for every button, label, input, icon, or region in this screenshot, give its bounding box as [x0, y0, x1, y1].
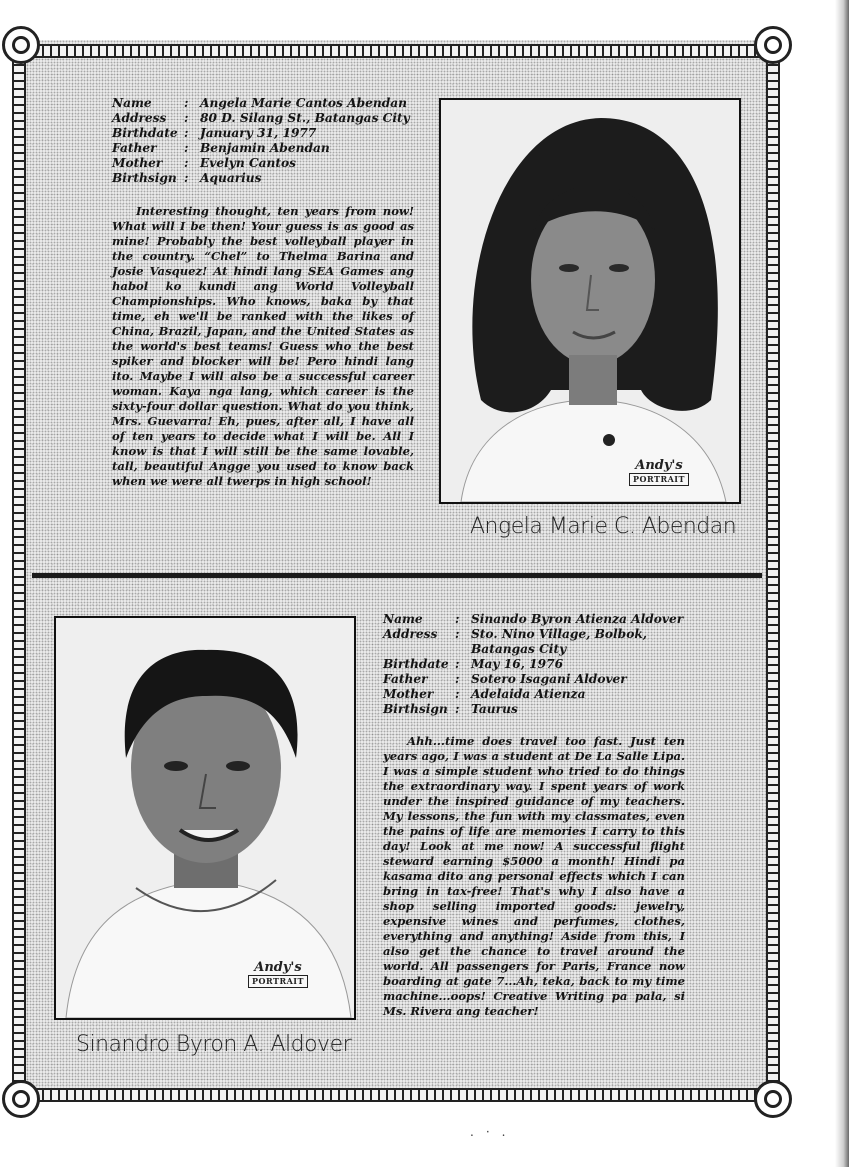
- info-row: Name : Angela Marie Cantos Abendan: [112, 96, 410, 111]
- page-edge-shadow: [835, 0, 849, 1167]
- rope-border-top: [30, 44, 760, 58]
- scan-marks: .‧.: [470, 1125, 518, 1139]
- info-value: Batangas City: [471, 642, 567, 656]
- info-label: Address: [383, 627, 438, 641]
- rope-corner-top-right: [754, 26, 792, 64]
- info-value: May 16, 1976: [471, 657, 564, 671]
- watermark-sub: PORTRAIT: [248, 975, 308, 988]
- student2-info-table: [383, 612, 683, 717]
- info-row: [383, 642, 683, 657]
- info-label: Father: [383, 672, 428, 686]
- student2-essay: Ahh...time does travel too fast. Just ten years ago, I was a student at De La Salle Lipa. I was a simple student who tried to do things the extraordinary way. I spent years of work under the inspired guidance of my teachers. My lessons, the fun with my classmates, even the pains of life are memories I carry to this day! Look at me now! A successful flight steward earning $5000 a month! Hindi pa kasama dito ang personal effects which I can bring in tax-free! That's why I also have a shop selling imported goods: jewelry, expensive wines and perfumes, clothes, everything and anything! Aside from this, I also get the chance to travel around the world. All passengers for Paris, France now boarding at gate 7...Ah, teka, back to my time machine...oops! Creative Writing pa pala, si Ms. Rivera ang teacher!: [383, 734, 685, 1018]
- info-row: Name : Sinando Byron Atienza Aldover: [383, 612, 684, 626]
- watermark-brand: Andy's: [254, 960, 302, 975]
- info-label: Mother: [112, 156, 163, 170]
- studio-watermark: [629, 460, 689, 486]
- info-row: Birthdate : May 16, 1976: [383, 657, 683, 672]
- info-label: Name: [383, 612, 423, 626]
- info-row: Birthdate : January 31, 1977: [112, 126, 410, 141]
- rope-corner-bottom-right: [754, 1080, 792, 1118]
- info-label: Birthsign: [383, 702, 448, 716]
- info-label: Name: [112, 96, 152, 110]
- info-label: Address: [112, 111, 167, 125]
- info-row: Address : Sto. Nino Village, Bolbok,: [383, 627, 683, 642]
- info-label: [383, 642, 455, 657]
- section-divider: [32, 573, 762, 578]
- student1-info-table: [112, 96, 410, 186]
- info-value: Benjamin Abendan: [200, 141, 330, 155]
- student2-portrait-photo: [54, 616, 356, 1020]
- info-label: Birthdate: [383, 657, 449, 671]
- info-label: Birthdate: [112, 126, 178, 140]
- student2-signature: Sinandro Byron A. Aldover: [76, 1032, 352, 1057]
- student1-signature: Angela Marie C. Abendan: [470, 514, 737, 539]
- info-row: Birthsign : Aquarius: [112, 171, 410, 186]
- info-label: Father: [112, 141, 157, 155]
- info-row: Mother : Evelyn Cantos: [112, 156, 410, 171]
- info-row: Address : 80 D. Silang St., Batangas City: [112, 111, 410, 125]
- watermark-sub: PORTRAIT: [629, 473, 689, 486]
- info-value: Aquarius: [200, 171, 262, 185]
- student1-portrait-photo: [439, 98, 741, 504]
- student1-portrait-image: [441, 100, 739, 502]
- info-value: Angela Marie Cantos Abendan: [200, 96, 407, 110]
- info-row: Mother : Adelaida Atienza: [383, 687, 683, 702]
- student2-portrait-image: [56, 618, 354, 1018]
- info-label: Mother: [383, 687, 434, 701]
- info-value: Evelyn Cantos: [200, 156, 297, 170]
- rope-border-right: [766, 60, 780, 1090]
- rope-corner-bottom-left: [2, 1080, 40, 1118]
- info-value: January 31, 1977: [200, 126, 317, 140]
- info-value: Sto. Nino Village, Bolbok,: [471, 627, 648, 641]
- rope-corner-top-left: [2, 26, 40, 64]
- info-value: Taurus: [471, 702, 518, 716]
- info-row: Father : Benjamin Abendan: [112, 141, 410, 156]
- info-value: Sinando Byron Atienza Aldover: [471, 612, 684, 626]
- rope-border-left: [12, 60, 26, 1090]
- info-label: Birthsign: [112, 171, 177, 185]
- rope-border-bottom: [30, 1088, 760, 1102]
- info-value: Adelaida Atienza: [471, 687, 586, 701]
- studio-watermark: [248, 962, 308, 988]
- info-value: Sotero Isagani Aldover: [471, 672, 627, 686]
- student1-essay: Interesting thought, ten years from now! What will I be then! Your guess is as good as mine! Probably the best volleyball player in the country. “Chel” to Thelma Barina and Josie Vasquez! At hindi lang SEA Games ang habol ko kundi ang World Volleyball Championships. Who knows, baka by that time, eh we'll be ranked with the likes of China, Brazil, Japan, and the United States as the world's best teams! Guess who the best spiker and blocker will be! Pero hindi lang ito. Maybe I will also be a successful career woman. Kaya nga lang, which career is the sixty-four dollar question. What do you think, Mrs. Guevarra! Eh, pues, after all, I have all of ten years to decide what I will be. All I know is that I will still be the same lovable, tall, beautiful Angge you used to know back when we were all twerps in high school!: [112, 204, 414, 488]
- info-value: 80 D. Silang St., Batangas City: [200, 111, 410, 125]
- info-row: Father : Sotero Isagani Aldover: [383, 672, 683, 687]
- watermark-brand: Andy's: [635, 458, 683, 473]
- info-row: Birthsign : Taurus: [383, 702, 683, 717]
